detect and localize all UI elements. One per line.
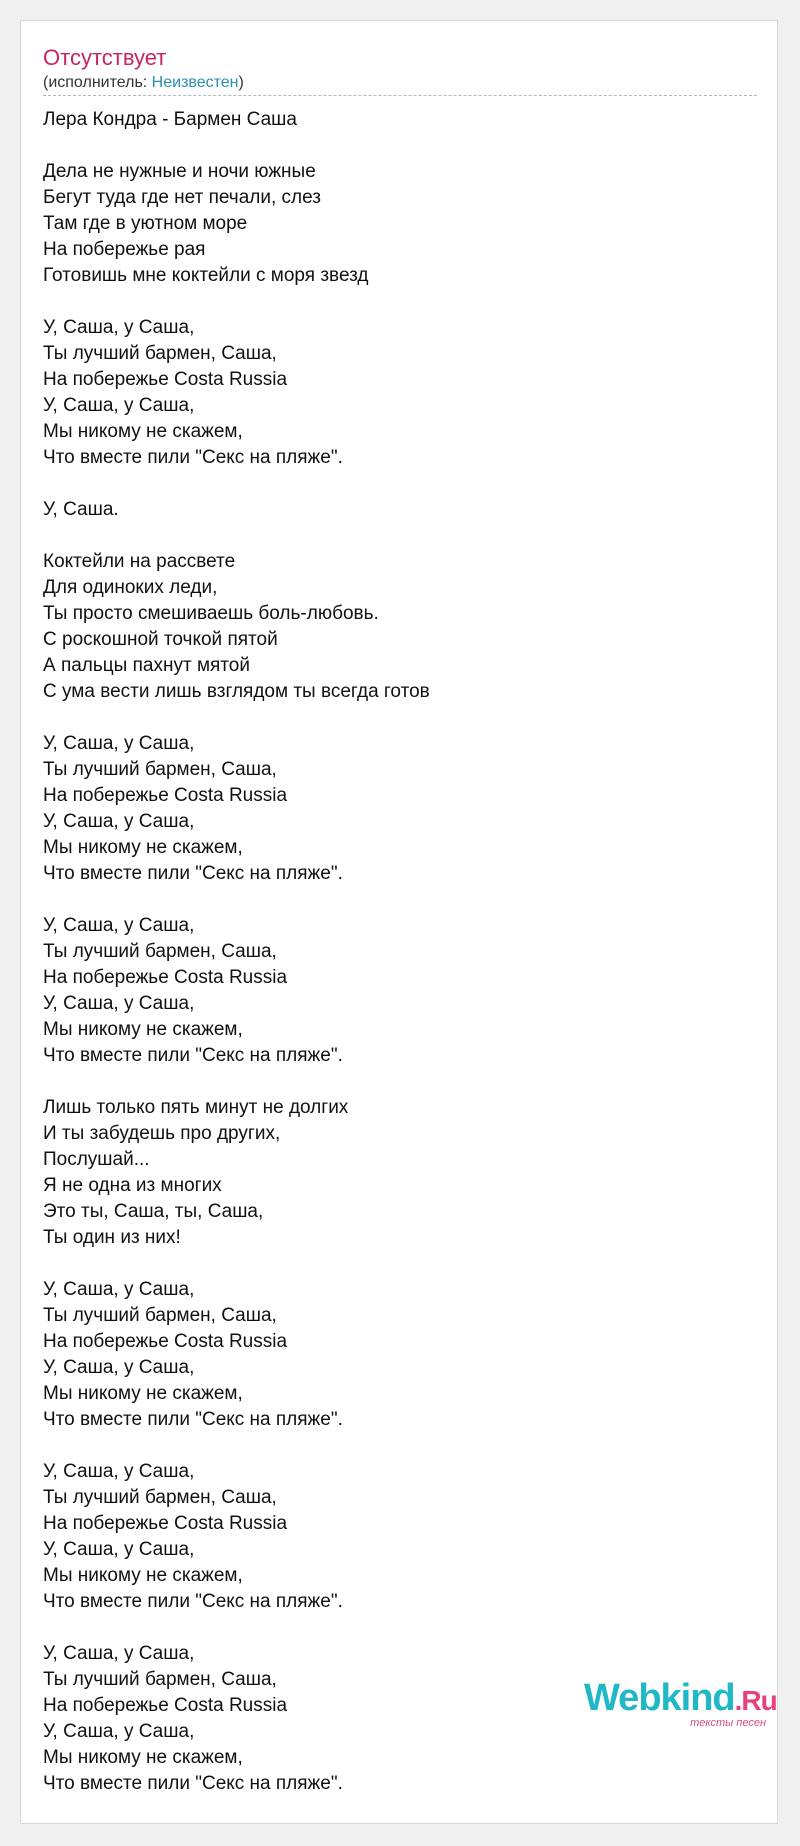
- lyric-line: У, Саша, у Саша,: [43, 395, 195, 416]
- artist-prefix: (исполнитель:: [43, 74, 152, 91]
- lyric-line: Готовишь мне коктейли с моря звезд: [43, 265, 369, 286]
- lyric-line: У, Саша, у Саша,: [43, 1357, 195, 1378]
- lyric-line: У, Саша, у Саша,: [43, 915, 195, 936]
- logo-tagline: тексты песен: [690, 1717, 766, 1729]
- lyric-line: Что вместе пили "Секс на пляже".: [43, 447, 343, 468]
- lyric-line: Бегут туда где нет печали, слез: [43, 187, 321, 208]
- lyric-line: Что вместе пили "Секс на пляже".: [43, 863, 343, 884]
- lyric-line: С роскошной точкой пятой: [43, 629, 278, 650]
- lyric-line: На побережье Costa Russia: [43, 369, 288, 390]
- lyric-line: На побережье Costa Russia: [43, 1695, 288, 1716]
- logo-brand: Webkind: [584, 1677, 735, 1719]
- lyric-line: Там где в уютном море: [43, 213, 248, 234]
- lyric-line: Я не одна из многих: [43, 1175, 222, 1196]
- stanza-gap: [43, 887, 430, 913]
- stanza-gap: [43, 471, 430, 497]
- lyric-line: Ты лучший бармен, Саша,: [43, 1669, 277, 1690]
- lyric-line: На побережье Costa Russia: [43, 967, 288, 988]
- lyric-line: Мы никому не скажем,: [43, 1565, 243, 1586]
- lyric-line: Это ты, Саша, ты, Саша,: [43, 1201, 264, 1222]
- artist-suffix: ): [238, 74, 244, 91]
- lyric-line: Ты лучший бармен, Саша,: [43, 759, 277, 780]
- stanza-gap: [43, 1251, 430, 1277]
- lyric-line: Ты лучший бармен, Саша,: [43, 941, 277, 962]
- lyric-line: У, Саша, у Саша,: [43, 1539, 195, 1560]
- lyric-line: Мы никому не скажем,: [43, 1383, 243, 1404]
- lyric-line: Ты лучший бармен, Саша,: [43, 1305, 277, 1326]
- site-logo[interactable]: [584, 1676, 777, 1731]
- stanza-gap: [43, 1069, 430, 1095]
- logo-tld: .Ru: [734, 1685, 777, 1716]
- stanza-gap: [43, 705, 430, 731]
- lyric-line: Ты один из них!: [43, 1227, 181, 1248]
- lyric-line: На побережье рая: [43, 239, 206, 260]
- lyric-line: У, Саша, у Саша,: [43, 1721, 195, 1742]
- lyric-line: У, Саша.: [43, 499, 119, 520]
- lyric-line: Коктейли на рассвете: [43, 551, 236, 572]
- lyric-line: Что вместе пили "Секс на пляже".: [43, 1773, 343, 1794]
- lyric-line: Ты лучший бармен, Саша,: [43, 1487, 277, 1508]
- lyric-line: Что вместе пили "Секс на пляже".: [43, 1409, 343, 1430]
- lyric-line: Ты лучший бармен, Саша,: [43, 343, 277, 364]
- lyric-line: Мы никому не скажем,: [43, 421, 243, 442]
- stanza-gap: [43, 133, 430, 159]
- lyric-line: Лишь только пять минут не долгих: [43, 1097, 349, 1118]
- lyric-line: Послушай...: [43, 1149, 150, 1170]
- lyric-line: С ума вести лишь взглядом ты всегда готов: [43, 681, 430, 702]
- song-title: Отсутствует: [43, 45, 167, 70]
- lyric-line: Что вместе пили "Секс на пляже".: [43, 1045, 343, 1066]
- lyric-line: У, Саша, у Саша,: [43, 317, 195, 338]
- lyric-line: Ты просто смешиваешь боль-любовь.: [43, 603, 379, 624]
- lyric-line: У, Саша, у Саша,: [43, 1461, 195, 1482]
- stanza-gap: [43, 1615, 430, 1641]
- lyric-line: Дела не нужные и ночи южные: [43, 161, 316, 182]
- stanza-gap: [43, 1433, 430, 1459]
- artist-link[interactable]: Неизвестен: [151, 74, 239, 91]
- lyric-line: У, Саша, у Саша,: [43, 1643, 195, 1664]
- lyrics-body: [43, 107, 430, 1797]
- lyrics-heading: Лера Кондра - Бармен Саша: [43, 109, 297, 130]
- lyric-line: На побережье Costa Russia: [43, 785, 288, 806]
- lyric-line: У, Саша, у Саша,: [43, 1279, 195, 1300]
- lyric-line: На побережье Costa Russia: [43, 1513, 288, 1534]
- lyrics-card: [20, 20, 778, 1824]
- lyric-line: Для одиноких леди,: [43, 577, 218, 598]
- lyric-line: Мы никому не скажем,: [43, 837, 243, 858]
- lyric-line: Мы никому не скажем,: [43, 1747, 243, 1768]
- lyric-line: У, Саша, у Саша,: [43, 993, 195, 1014]
- lyric-line: У, Саша, у Саша,: [43, 733, 195, 754]
- divider: [43, 95, 757, 96]
- lyric-line: Мы никому не скажем,: [43, 1019, 243, 1040]
- lyric-line: И ты забудешь про других,: [43, 1123, 281, 1144]
- lyric-line: А пальцы пахнут мятой: [43, 655, 250, 676]
- artist-line: [43, 73, 244, 93]
- lyric-line: У, Саша, у Саша,: [43, 811, 195, 832]
- stanza-gap: [43, 289, 430, 315]
- lyric-line: Что вместе пили "Секс на пляже".: [43, 1591, 343, 1612]
- stanza-gap: [43, 523, 430, 549]
- lyric-line: На побережье Costa Russia: [43, 1331, 288, 1352]
